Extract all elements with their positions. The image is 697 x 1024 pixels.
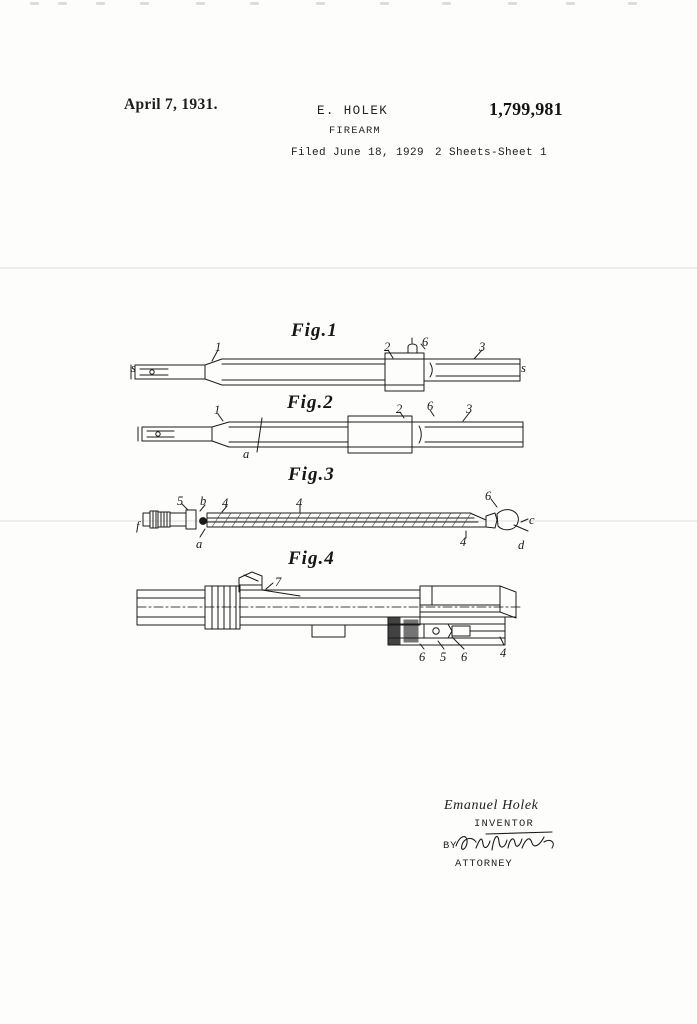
figure-4-label-6-left: 6 bbox=[419, 650, 426, 664]
attorney-signature-mark bbox=[452, 828, 562, 858]
figure-3-label-b: b bbox=[200, 494, 207, 508]
figure-2-label-a: a bbox=[243, 447, 250, 461]
figure-3-label-a: a bbox=[196, 537, 203, 551]
header-filed-date: Filed June 18, 1929 bbox=[291, 147, 425, 159]
figure-2-label-3: 3 bbox=[466, 402, 473, 416]
figure-1-label-6: 6 bbox=[422, 335, 429, 349]
header-sheet-count: 2 Sheets-Sheet 1 bbox=[435, 147, 548, 159]
figure-4-drawing bbox=[137, 572, 520, 649]
figure-1-drawing bbox=[131, 338, 520, 391]
figure-4-label-5: 5 bbox=[440, 650, 447, 664]
attorney-by-label: BY bbox=[443, 840, 458, 852]
figure-1-label-3: 3 bbox=[479, 340, 486, 354]
figure-2-label-6: 6 bbox=[427, 399, 434, 413]
header-inventor: E. HOLEK bbox=[317, 104, 389, 118]
figure-4-label-4: 4 bbox=[500, 646, 507, 660]
figure-3-label-4-left: 4 bbox=[222, 496, 229, 510]
header-title: FIREARM bbox=[329, 125, 381, 137]
figure-3-label-6: 6 bbox=[485, 489, 492, 503]
figure-3-label-c: c bbox=[529, 513, 535, 527]
figure-4-caption: Fig.4 bbox=[288, 548, 335, 569]
figure-1-label-1: 1 bbox=[215, 340, 222, 354]
inventor-signature-name: Emanuel Holek bbox=[444, 798, 539, 813]
figure-3-label-4-mid: 4 bbox=[296, 496, 303, 510]
figure-1-label-s-left: s bbox=[131, 361, 136, 375]
inventor-role-label: INVENTOR bbox=[474, 818, 535, 830]
figure-4-label-6-right: 6 bbox=[461, 650, 468, 664]
figure-2-label-2: 2 bbox=[396, 402, 403, 416]
scan-artifact-band bbox=[0, 0, 697, 10]
figure-3-label-4-end: 4 bbox=[460, 535, 467, 549]
header-patent-number: 1,799,981 bbox=[489, 99, 563, 119]
header-date: April 7, 1931. bbox=[124, 96, 218, 113]
figure-2-label-1: 1 bbox=[214, 403, 221, 417]
figure-1-label-2: 2 bbox=[384, 340, 391, 354]
attorney-role-label: ATTORNEY bbox=[455, 858, 513, 870]
figure-3-label-f: f bbox=[136, 519, 140, 533]
figure-4-label-7: 7 bbox=[275, 575, 282, 589]
figure-3-label-5: 5 bbox=[177, 494, 184, 508]
figure-3-caption: Fig.3 bbox=[288, 464, 335, 485]
figure-3-label-d: d bbox=[518, 538, 525, 552]
figure-1-label-s-right: s bbox=[521, 361, 526, 375]
figure-2-caption: Fig.2 bbox=[287, 392, 334, 413]
figure-1-caption: Fig.1 bbox=[291, 320, 338, 341]
